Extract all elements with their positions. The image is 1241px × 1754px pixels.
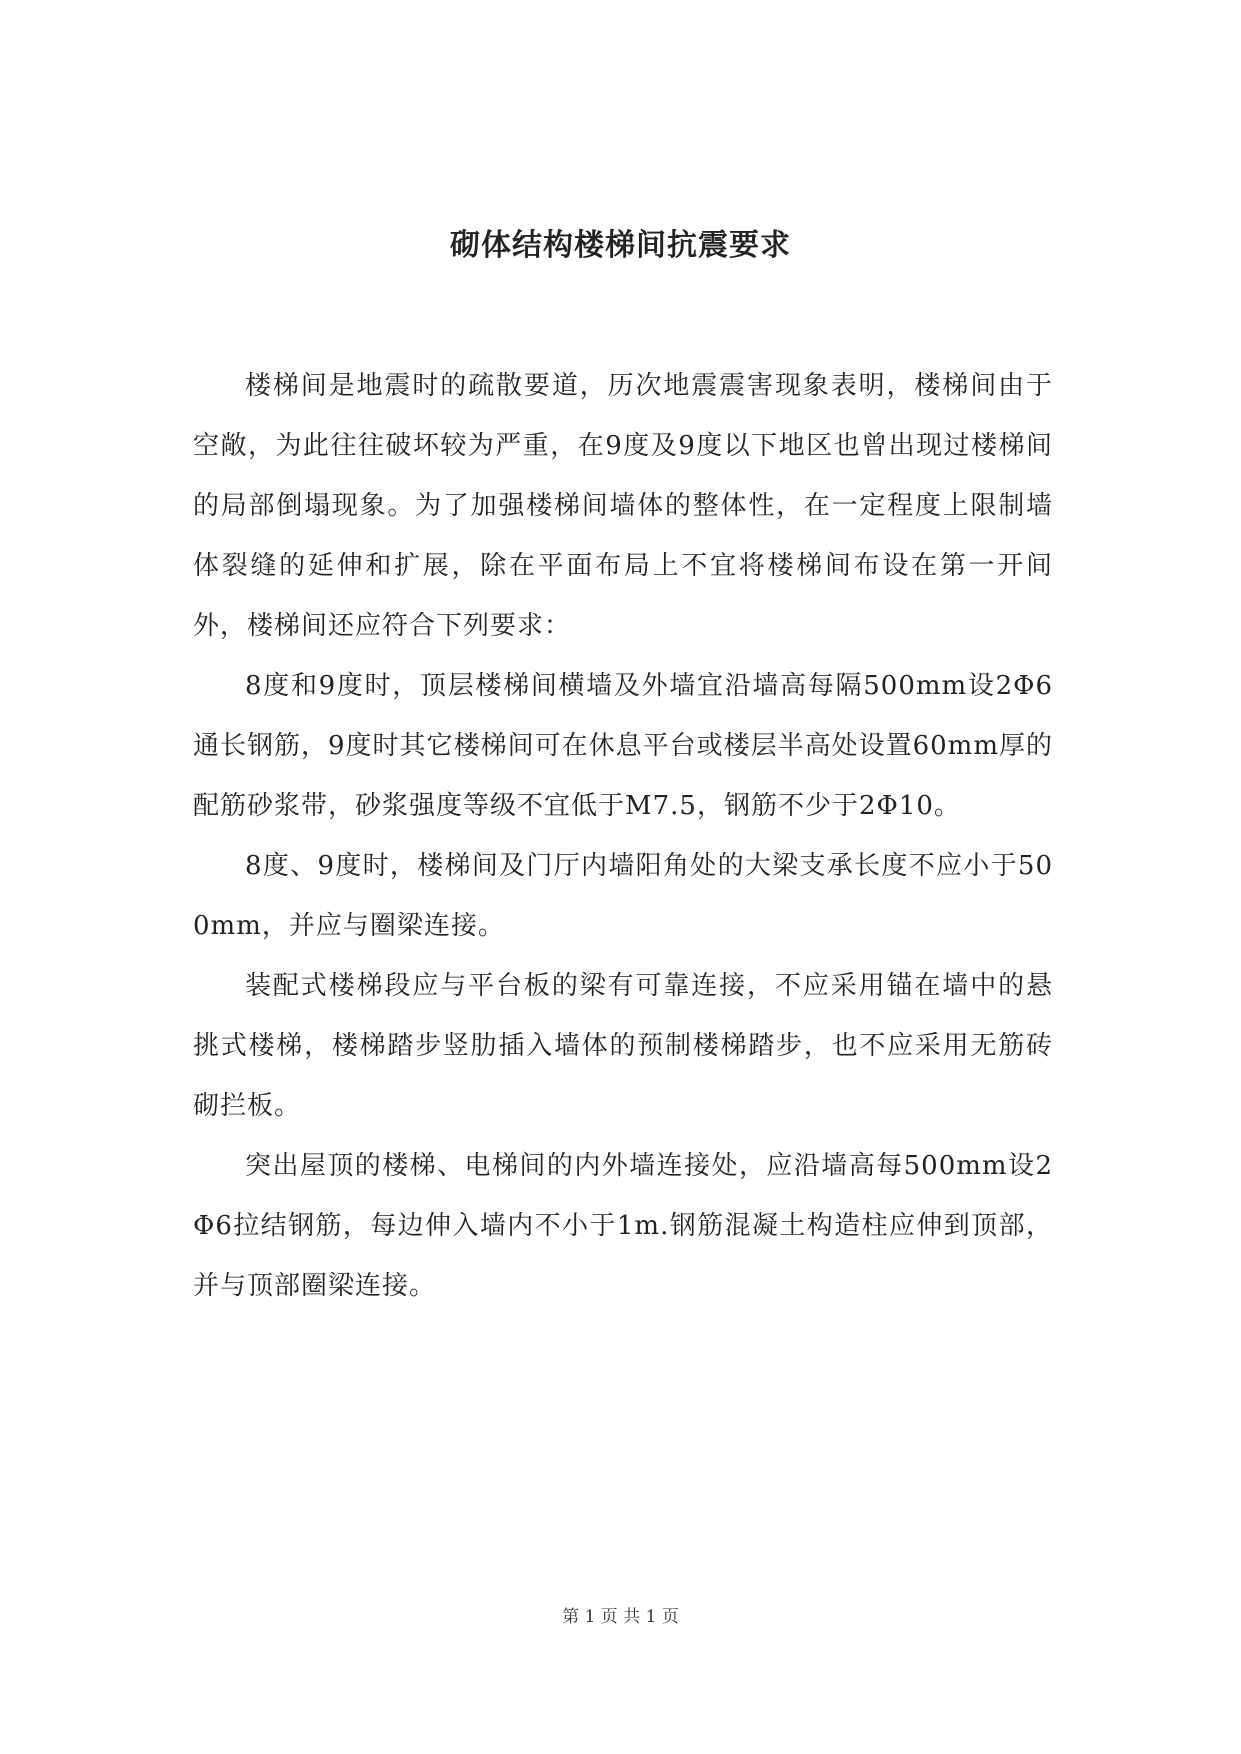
paragraph-requirement-3: 装配式楼梯段应与平台板的梁有可靠连接，不应采用锚在墙中的悬挑式楼梯，楼梯踏步竖肋插入墙体的预制楼梯踏步，也不应采用无筋砖砌拦板。	[193, 971, 1053, 1121]
page-footer: 第 1 页 共 1 页	[562, 1607, 679, 1627]
paragraph-requirement-1: 8度和9度时，顶层楼梯间横墙及外墙宜沿墙高每隔500mm设2Φ6通长钢筋，9度时其它楼梯间可在休息平台或楼层半高处设置60mm厚的配筋砂浆带，砂浆强度等级不宜低于M7.5，钢筋不少于2Φ10。	[193, 671, 1053, 821]
paragraph-intro: 楼梯间是地震时的疏散要道，历次地震震害现象表明，楼梯间由于空敞，为此往往破坏较为严重，在9度及9度以下地区也曾出现过楼梯间的局部倒塌现象。为了加强楼梯间墙体的整体性，在一定程度上限制墙体裂缝的延伸和扩展，除在平面布局上不宜将楼梯间布设在第一开间外，楼梯间还应符合下列要求：	[193, 371, 1053, 641]
document-title: 砌体结构楼梯间抗震要求	[450, 228, 791, 263]
paragraph-requirement-4: 突出屋顶的楼梯、电梯间的内外墙连接处，应沿墙高每500mm设2Φ6拉结钢筋，每边伸入墙内不小于1m.钢筋混凝土构造柱应伸到顶部，并与顶部圈梁连接。	[193, 1151, 1053, 1301]
document-body	[193, 356, 1053, 1316]
paragraph-requirement-2: 8度、9度时，楼梯间及门厅内墙阳角处的大梁支承长度不应小于500mm，并应与圈梁连接。	[193, 851, 1053, 941]
